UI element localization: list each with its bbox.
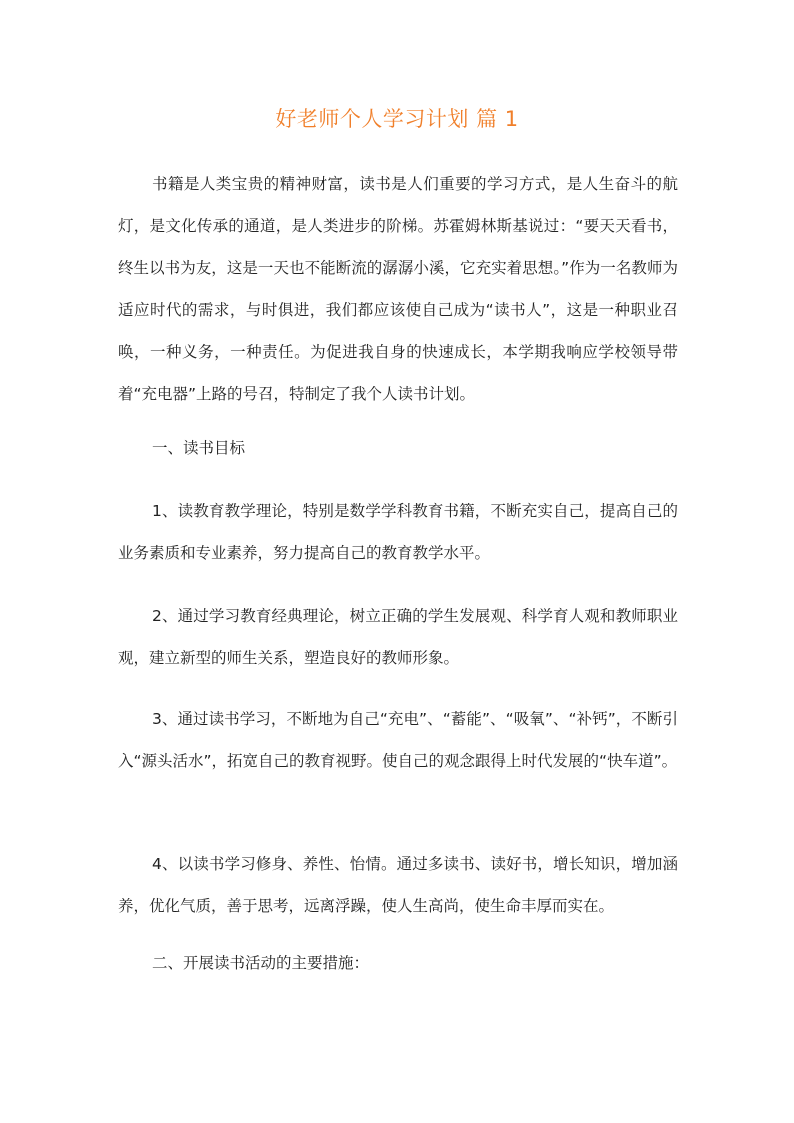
paragraph-goal-4: 4、以读书学习修身、养性、怡情。通过多读书、读好书，增长知识，增加涵养，优化气质，善于思考，远离浮躁，使人生高尚，使生命丰厚而实在。	[118, 855, 678, 915]
section-heading-measures: 二、开展读书活动的主要措施：	[152, 954, 370, 972]
paragraph-intro: 书籍是人类宝贵的精神财富，读书是人们重要的学习方式，是人生奋斗的航灯，是文化传承的通道，是人类进步的阶梯。苏霍姆林斯基说过：“要天天看书，终生以书为友，这是一天也不能断流的潺潺小溪，它充实着思想。”作为一名教师为适应时代的需求，与时俱进，我们都应该使自己成为“读书人”，这是一种职业召唤，一种义务，一种责任。为促进我自身的快速成长，本学期我响应学校领导带着“充电器”上路的号召，特制定了我个人读书计划。	[118, 175, 678, 403]
paragraph-goal-3: 3、通过读书学习，不断地为自己“充电”、“蓄能”、“吸氧”、“补钙”，不断引入“源头活水”，拓宽自己的教育视野。使自己的观念跟得上时代发展的“快车道”。	[118, 710, 678, 770]
paragraph-goal-2: 2、通过学习教育经典理论，树立正确的学生发展观、科学育人观和教师职业观，建立新型的师生关系，塑造良好的教师形象。	[118, 607, 678, 667]
section-heading-reading-goals: 一、读书目标	[152, 439, 246, 457]
document-title: 好老师个人学习计划 篇 1	[275, 107, 519, 131]
paragraph-goal-1: 1、读教育教学理论，特别是数学学科教育书籍，不断充实自己，提高自己的业务素质和专业素养，努力提高自己的教育教学水平。	[118, 502, 678, 562]
